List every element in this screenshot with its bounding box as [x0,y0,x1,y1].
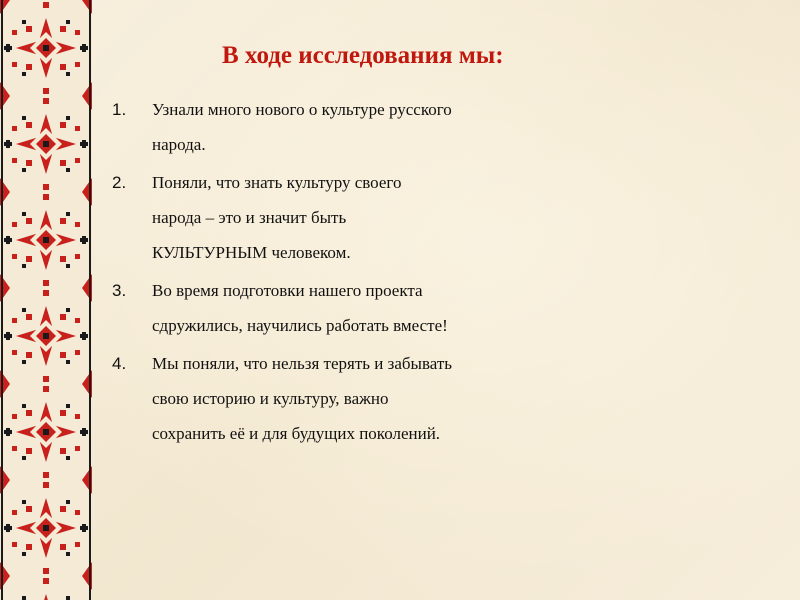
list-item-number: 1. [112,100,127,119]
list-item [112,346,672,451]
list-item-number: 3. [112,281,127,300]
embroidery-ornament-border [0,0,92,600]
list-item-line: Поняли, что знать культуру своего [152,173,402,192]
list-item [112,273,672,343]
list-item-line: Во время подготовки нашего проекта [152,281,423,300]
list-item-line: КУЛЬТУРНЫМ человеком. [152,243,351,262]
list-item-line: сохранить её и для будущих поколений. [152,424,441,443]
findings-list [112,92,672,454]
slide-title: В ходе исследования мы: [222,42,504,69]
list-item-line: сдружились, научились работать вместе! [152,316,448,335]
list-item-line: Мы поняли, что нельзя терять и забывать [152,354,453,373]
list-item [112,92,672,162]
list-item-number: 2. [112,173,127,192]
list-item-line: народа – это и значит быть [152,208,347,227]
list-item-line: Узнали много нового о культуре русского [152,100,452,119]
list-item-number: 4. [112,354,127,373]
list-item [112,165,672,270]
list-item-line: свою историю и культуру, важно [152,389,389,408]
list-item-line: народа. [152,135,206,154]
